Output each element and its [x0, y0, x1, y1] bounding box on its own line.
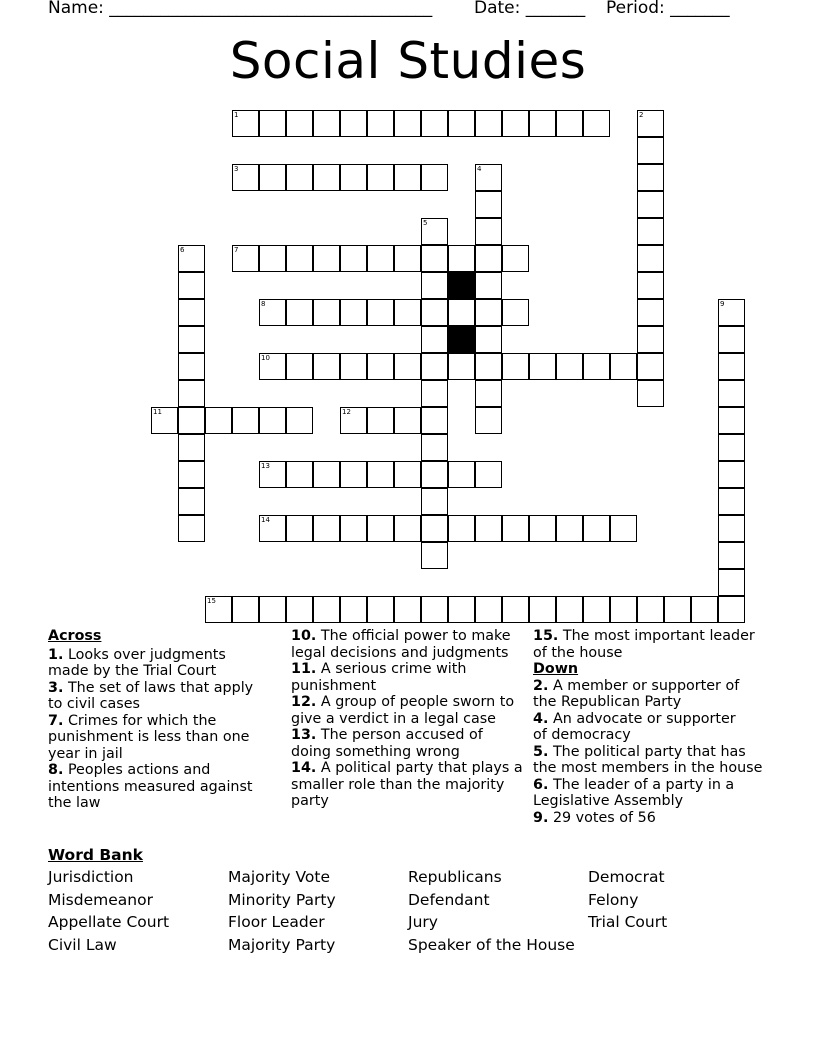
crossword-cell[interactable] — [313, 164, 340, 191]
crossword-cell[interactable] — [637, 272, 664, 299]
crossword-cell[interactable] — [259, 353, 286, 380]
crossword-cell[interactable] — [718, 353, 745, 380]
crossword-cell[interactable] — [178, 353, 205, 380]
clues-column-3 — [533, 628, 769, 826]
crossword-cell[interactable] — [421, 245, 448, 272]
word-bank — [48, 846, 768, 954]
word-bank-item: Civil Law — [48, 935, 117, 954]
crossword-cell[interactable] — [313, 353, 340, 380]
word-bank-item: Speaker of the House — [408, 935, 575, 954]
word-bank-item: Felony — [588, 890, 639, 909]
crossword-cell[interactable] — [556, 110, 583, 137]
crossword-cell[interactable] — [340, 515, 367, 542]
crossword-cell[interactable] — [367, 407, 394, 434]
crossword-cell[interactable] — [259, 407, 286, 434]
crossword-cell[interactable] — [718, 515, 745, 542]
crossword-cell[interactable] — [367, 353, 394, 380]
crossword-cell[interactable] — [475, 110, 502, 137]
crossword-cell[interactable] — [664, 596, 691, 623]
crossword-cell[interactable] — [232, 245, 259, 272]
crossword-cell[interactable] — [718, 596, 745, 623]
clue-number: 6 — [180, 246, 185, 254]
crossword-cell[interactable] — [610, 596, 637, 623]
crossword-cell[interactable] — [637, 326, 664, 353]
crossword-cell[interactable] — [421, 353, 448, 380]
across-clue-1: 1. Looks over judgments made by the Trial Court — [48, 646, 226, 679]
crossword-cell[interactable] — [421, 407, 448, 434]
crossword-cell[interactable] — [259, 461, 286, 488]
crossword-cell[interactable] — [259, 596, 286, 623]
clue-number: 13 — [261, 462, 270, 470]
crossword-cell[interactable] — [421, 434, 448, 461]
crossword-cell[interactable] — [286, 407, 313, 434]
crossword-cell[interactable] — [448, 299, 475, 326]
clue-number: 14 — [261, 516, 270, 524]
down-clue-9: 9. 29 votes of 56 — [533, 809, 656, 826]
clue-number: 3 — [234, 165, 239, 173]
crossword-cell[interactable] — [637, 218, 664, 245]
crossword-cell[interactable] — [421, 515, 448, 542]
crossword-cell[interactable] — [529, 353, 556, 380]
crossword-cell[interactable] — [286, 245, 313, 272]
across-clue-3: 3. The set of laws that apply to civil cases — [48, 679, 254, 712]
crossword-cell[interactable] — [259, 164, 286, 191]
crossword-cell[interactable] — [286, 353, 313, 380]
crossword-cell[interactable] — [475, 245, 502, 272]
crossword-cell[interactable] — [232, 164, 259, 191]
crossword-cell[interactable] — [178, 326, 205, 353]
crossword-black-square — [448, 326, 475, 353]
word-bank-item: Democrat — [588, 868, 665, 886]
crossword-cell[interactable] — [178, 434, 205, 461]
crossword-cell[interactable] — [475, 407, 502, 434]
crossword-cell[interactable] — [637, 191, 664, 218]
crossword-cell[interactable] — [421, 218, 448, 245]
crossword-cell[interactable] — [286, 596, 313, 623]
down-clue-6: 6. The leader of a party in a Legislative Assembly — [533, 776, 735, 809]
word-bank-item: Misdemeanor — [48, 890, 153, 909]
crossword-cell[interactable] — [151, 407, 178, 434]
crossword-cell[interactable] — [583, 353, 610, 380]
crossword-cell[interactable] — [475, 515, 502, 542]
crossword-cell[interactable] — [556, 515, 583, 542]
word-bank-item: Appellate Court — [48, 913, 170, 931]
crossword-cell[interactable] — [205, 407, 232, 434]
word-bank-heading: Word Bank — [48, 846, 143, 864]
crossword-cell[interactable] — [394, 596, 421, 623]
crossword-cell[interactable] — [178, 461, 205, 488]
clue-number: 12 — [342, 408, 351, 416]
crossword-cell[interactable] — [367, 515, 394, 542]
crossword-cell[interactable] — [556, 353, 583, 380]
crossword-cell[interactable] — [286, 461, 313, 488]
crossword-cell[interactable] — [205, 596, 232, 623]
crossword-cell[interactable] — [529, 515, 556, 542]
crossword-cell[interactable] — [313, 596, 340, 623]
word-bank-item: Minority Party — [228, 890, 336, 909]
crossword-cell[interactable] — [178, 272, 205, 299]
clues-column-1 — [48, 628, 284, 812]
crossword-cell[interactable] — [313, 245, 340, 272]
crossword-cell[interactable] — [232, 407, 259, 434]
word-bank-item: Majority Vote — [228, 868, 331, 886]
crossword-cell[interactable] — [421, 164, 448, 191]
crossword-cell[interactable] — [259, 245, 286, 272]
crossword-cell[interactable] — [367, 245, 394, 272]
crossword-cell[interactable] — [502, 515, 529, 542]
crossword-cell[interactable] — [367, 461, 394, 488]
word-bank-item: Jurisdiction — [48, 868, 134, 886]
crossword-cell[interactable] — [421, 461, 448, 488]
crossword-cell[interactable] — [691, 596, 718, 623]
crossword-cell[interactable] — [475, 326, 502, 353]
crossword-cell[interactable] — [583, 110, 610, 137]
crossword-cell[interactable] — [502, 596, 529, 623]
across-clue-10: 10. The official power to make legal decisions and judgments — [291, 628, 511, 661]
crossword-cell[interactable] — [367, 596, 394, 623]
date-field-label: Date: _______ — [474, 0, 586, 18]
crossword-cell[interactable] — [178, 515, 205, 542]
crossword-cell[interactable] — [610, 353, 637, 380]
crossword-cell[interactable] — [529, 110, 556, 137]
crossword-cell[interactable] — [637, 596, 664, 623]
crossword-cell[interactable] — [367, 110, 394, 137]
crossword-cell[interactable] — [313, 110, 340, 137]
across-clue-12: 12. A group of people sworn to give a verdict in a legal case — [291, 694, 515, 727]
crossword-cell[interactable] — [394, 245, 421, 272]
crossword-cell[interactable] — [178, 380, 205, 407]
word-bank-item: Republicans — [408, 868, 502, 886]
word-bank-item: Trial Court — [588, 913, 668, 931]
crossword-cell[interactable] — [394, 515, 421, 542]
crossword-cell[interactable] — [340, 245, 367, 272]
crossword-cell[interactable] — [340, 299, 367, 326]
crossword-cell[interactable] — [367, 164, 394, 191]
crossword-cell[interactable] — [529, 596, 556, 623]
crossword-cell[interactable] — [340, 461, 367, 488]
crossword-cell[interactable] — [637, 299, 664, 326]
crossword-cell[interactable] — [232, 596, 259, 623]
crossword-cell[interactable] — [475, 191, 502, 218]
crossword-cell[interactable] — [718, 299, 745, 326]
crossword-cell[interactable] — [718, 407, 745, 434]
crossword-cell[interactable] — [394, 299, 421, 326]
across-clue-13: 13. The person accused of doing something wrong — [291, 727, 483, 760]
crossword-cell[interactable] — [421, 272, 448, 299]
crossword-cell[interactable] — [394, 353, 421, 380]
crossword-cell[interactable] — [259, 515, 286, 542]
crossword-cell[interactable] — [286, 164, 313, 191]
crossword-cell[interactable] — [637, 245, 664, 272]
crossword-cell[interactable] — [718, 434, 745, 461]
crossword-cell[interactable] — [475, 272, 502, 299]
crossword-cell[interactable] — [556, 596, 583, 623]
crossword-cell[interactable] — [394, 110, 421, 137]
crossword-cell[interactable] — [502, 245, 529, 272]
across-clue-8: 8. Peoples actions and intentions measured against the law — [48, 762, 253, 811]
crossword-cell[interactable] — [448, 461, 475, 488]
crossword-cell[interactable] — [232, 110, 259, 137]
crossword-cell[interactable] — [475, 380, 502, 407]
crossword-cell[interactable] — [718, 461, 745, 488]
clue-number: 4 — [477, 165, 482, 173]
crossword-cell[interactable] — [178, 488, 205, 515]
crossword-cell[interactable] — [718, 488, 745, 515]
crossword-cell[interactable] — [286, 515, 313, 542]
name-field-label: Name: ______________________________________ — [48, 0, 433, 18]
crossword-cell[interactable] — [502, 353, 529, 380]
crossword-cell[interactable] — [421, 380, 448, 407]
crossword-black-square — [448, 272, 475, 299]
down-heading: Down — [533, 661, 579, 677]
down-clue-2: 2. A member or supporter of the Republican Party — [533, 677, 740, 710]
crossword-cell[interactable] — [394, 164, 421, 191]
clue-number: 8 — [261, 300, 266, 308]
crossword-cell[interactable] — [313, 515, 340, 542]
clue-number: 15 — [207, 597, 216, 605]
crossword-cell[interactable] — [340, 407, 367, 434]
page-title: Social Studies — [229, 32, 587, 90]
crossword-cell[interactable] — [367, 299, 394, 326]
crossword-cell[interactable] — [421, 299, 448, 326]
crossword-cell[interactable] — [718, 542, 745, 569]
crossword-cell[interactable] — [718, 569, 745, 596]
clue-number: 7 — [234, 246, 239, 254]
word-bank-item: Majority Party — [228, 935, 336, 954]
crossword-cell[interactable] — [448, 245, 475, 272]
across-clue-15: 15. The most important leader of the house — [533, 628, 755, 661]
crossword-cell[interactable] — [340, 353, 367, 380]
crossword-cell[interactable] — [178, 299, 205, 326]
crossword-cell[interactable] — [475, 461, 502, 488]
clue-number: 10 — [261, 354, 270, 362]
crossword-cell[interactable] — [340, 110, 367, 137]
crossword-cell[interactable] — [178, 245, 205, 272]
crossword-cell[interactable] — [421, 488, 448, 515]
clue-number: 2 — [639, 111, 644, 119]
crossword-cell[interactable] — [448, 515, 475, 542]
across-heading: Across — [48, 628, 102, 644]
crossword-cell[interactable] — [610, 515, 637, 542]
crossword-cell[interactable] — [340, 164, 367, 191]
clue-number: 11 — [153, 408, 162, 416]
crossword-cell[interactable] — [475, 596, 502, 623]
crossword-cell[interactable] — [718, 380, 745, 407]
across-clue-14: 14. A political party that plays a smaller role than the majority party — [291, 760, 523, 809]
crossword-cell[interactable] — [394, 407, 421, 434]
crossword-cell[interactable] — [259, 110, 286, 137]
crossword-cell[interactable] — [637, 164, 664, 191]
crossword-cell[interactable] — [448, 596, 475, 623]
crossword-cell[interactable] — [178, 407, 205, 434]
crossword-cell[interactable] — [475, 218, 502, 245]
crossword-cell[interactable] — [637, 137, 664, 164]
crossword-cell[interactable] — [259, 299, 286, 326]
across-clue-7: 7. Crimes for which the punishment is less than one year in jail — [48, 712, 250, 762]
clue-number: 5 — [423, 219, 428, 227]
crossword-cell[interactable] — [637, 110, 664, 137]
down-clue-5: 5. The political party that has the most members in the house — [533, 743, 763, 776]
word-bank-item: Defendant — [408, 890, 490, 909]
crossword-cell[interactable] — [718, 326, 745, 353]
crossword-cell[interactable] — [286, 110, 313, 137]
crossword-cell[interactable] — [313, 299, 340, 326]
crossword-cell[interactable] — [394, 461, 421, 488]
down-clue-4: 4. An advocate or supporter of democracy — [533, 710, 736, 743]
crossword-cell[interactable] — [448, 110, 475, 137]
crossword-cell[interactable] — [583, 596, 610, 623]
word-bank-item: Floor Leader — [228, 913, 325, 931]
period-field-label: Period: _______ — [606, 0, 730, 18]
crossword-cell[interactable] — [421, 326, 448, 353]
across-clue-11: 11. A serious crime with punishment — [291, 661, 467, 694]
clues-column-2 — [291, 628, 523, 810]
word-bank-item: Jury — [408, 913, 438, 931]
crossword-cell[interactable] — [421, 596, 448, 623]
crossword-cell[interactable] — [421, 110, 448, 137]
crossword-cell[interactable] — [475, 164, 502, 191]
crossword-cell[interactable] — [637, 380, 664, 407]
crossword-cell[interactable] — [421, 542, 448, 569]
crossword-cell[interactable] — [502, 110, 529, 137]
crossword-cell[interactable] — [475, 353, 502, 380]
crossword-cell[interactable] — [583, 515, 610, 542]
clue-number: 1 — [234, 111, 239, 119]
crossword-cell[interactable] — [637, 353, 664, 380]
crossword-cell[interactable] — [448, 353, 475, 380]
crossword-cell[interactable] — [475, 299, 502, 326]
crossword-cell[interactable] — [313, 461, 340, 488]
crossword-cell[interactable] — [502, 299, 529, 326]
crossword-cell[interactable] — [340, 596, 367, 623]
crossword-cell[interactable] — [286, 299, 313, 326]
clue-number: 9 — [720, 300, 725, 308]
